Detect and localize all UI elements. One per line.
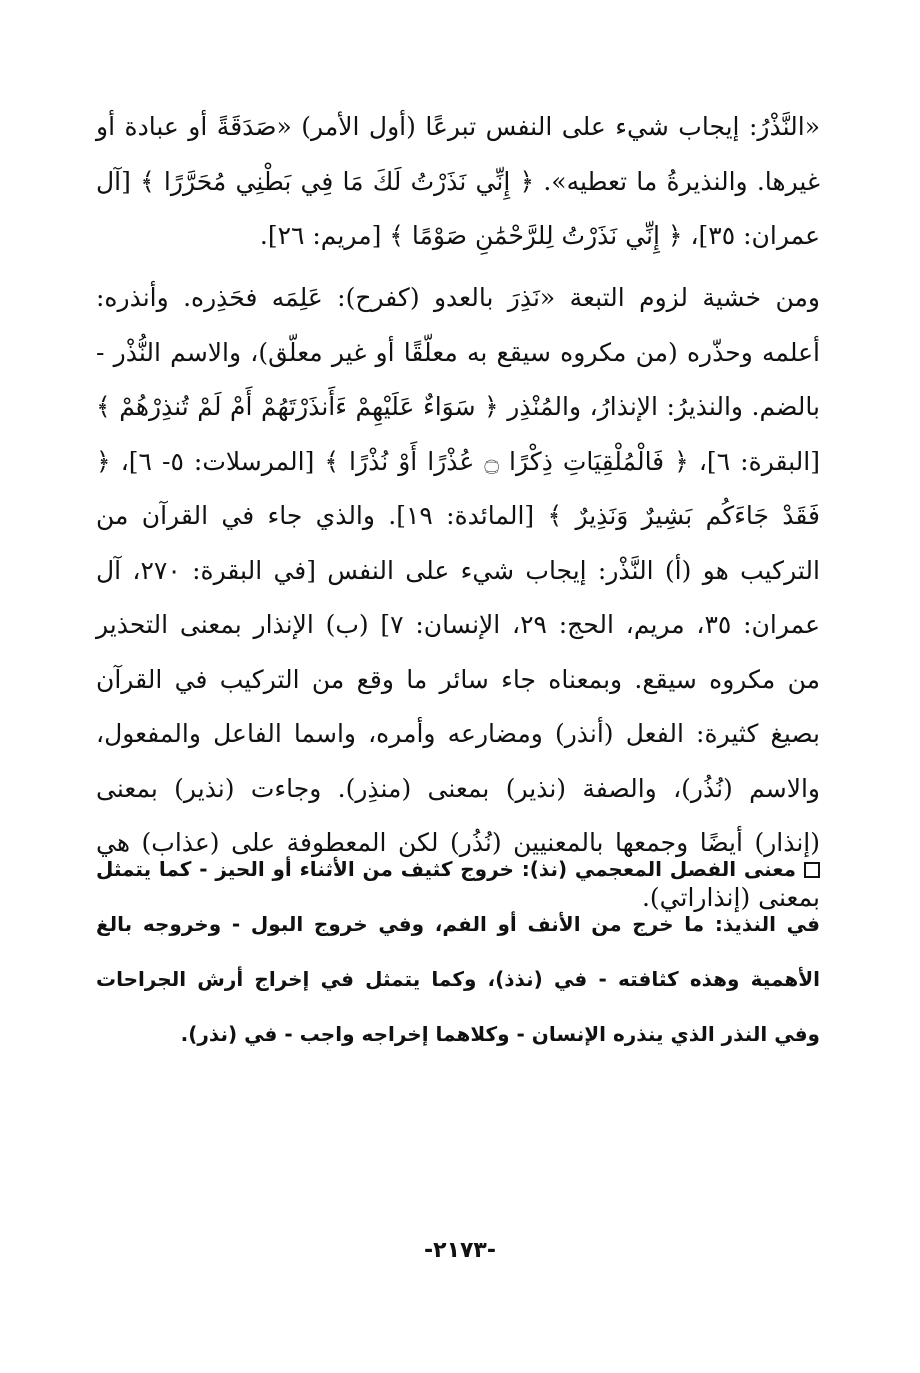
paragraph-indhar-explanation: ومن خشية لزوم التبعة «نَذِرَ بالعدو (كفرح): عَلِمَه فحَذِره. وأنذره: أعلمه وحذّره (من مكروه سيقع به معلّقًا أو غير معلّق)، والاسم النُّذْر - بالضم. والنذيرُ: الإنذارُ، والمُنْذِر ﴿ سَوَاءٌ عَلَيْهِمْ ءَأَنذَرْتَهُمْ أَمْ لَمْ تُنذِرْهُمْ ﴾ [البقرة: ٦]، ﴿ فَالْمُلْقِيَاتِ ذِكْرًا ۝ عُذْرًا أَوْ نُذْرًا ﴾ [المرسلات: ٥- ٦]، ﴿ فَقَدْ جَاءَكُم بَشِيرٌ وَنَذِيرٌ ﴾ [المائدة: ١٩]. والذي جاء في القرآن من التركيب هو (أ) النَّذْر: إيجاب شيء على النفس [في البقرة: ٢٧٠، آل عمران: ٣٥، مريم، الحج: ٢٩، الإنسان: ٧] (ب) الإنذار بمعنى التحذير من مكروه سيقع. وبمعناه جاء سائر ما وقع من التركيب في القرآن بصيغ كثيرة: الفعل (أنذر) ومضارعه وأمره، واسما الفاعل والمفعول، والاسم (نُذُر)، والصفة (نذير) بمعنى (منذِر). وجاءت (نذير) بمعنى (إنذار) أيضًا وجمعها بالمعنيين (نُذُر) لكن المعطوفة على (عذاب) هي بمعنى (إنذاراتي).	[96, 283, 820, 912]
page-number: -٢١٧٣-	[424, 1238, 496, 1263]
lexical-note	[96, 842, 820, 1062]
paragraph-nadhr-definition: «النَّذْرُ: إيجاب شيء على النفس تبرعًا (أول الأمر) «صَدَقَةً أو عبادة أو غيرها. والنذيرةُ ما تعطيه». ﴿ إِنِّي نَذَرْتُ لَكَ مَا فِي بَطْنِي مُحَرَّرًا ﴾ [آل عمران: ٣٥]، ﴿ إِنِّي نَذَرْتُ لِلرَّحْمَٰنِ صَوْمًا ﴾ [مريم: ٢٦].	[96, 112, 820, 250]
square-marker-icon	[804, 862, 820, 878]
lexical-note-text: معنى الفصل المعجمي (نذ): خروج كثيف من الأثناء أو الحيز - كما يتمثل في النذيذ: ما خرج من الأنف أو الفم، وفي خروج البول - وخروجه بالغ الأهمية وهذه كثافته - في (نذذ)، وكما يتمثل في إخراج أرش الجراحات وفي النذر الذي ينذره الإنسان - وكلاهما إخراجه واجب - في (نذر).	[96, 857, 820, 1046]
